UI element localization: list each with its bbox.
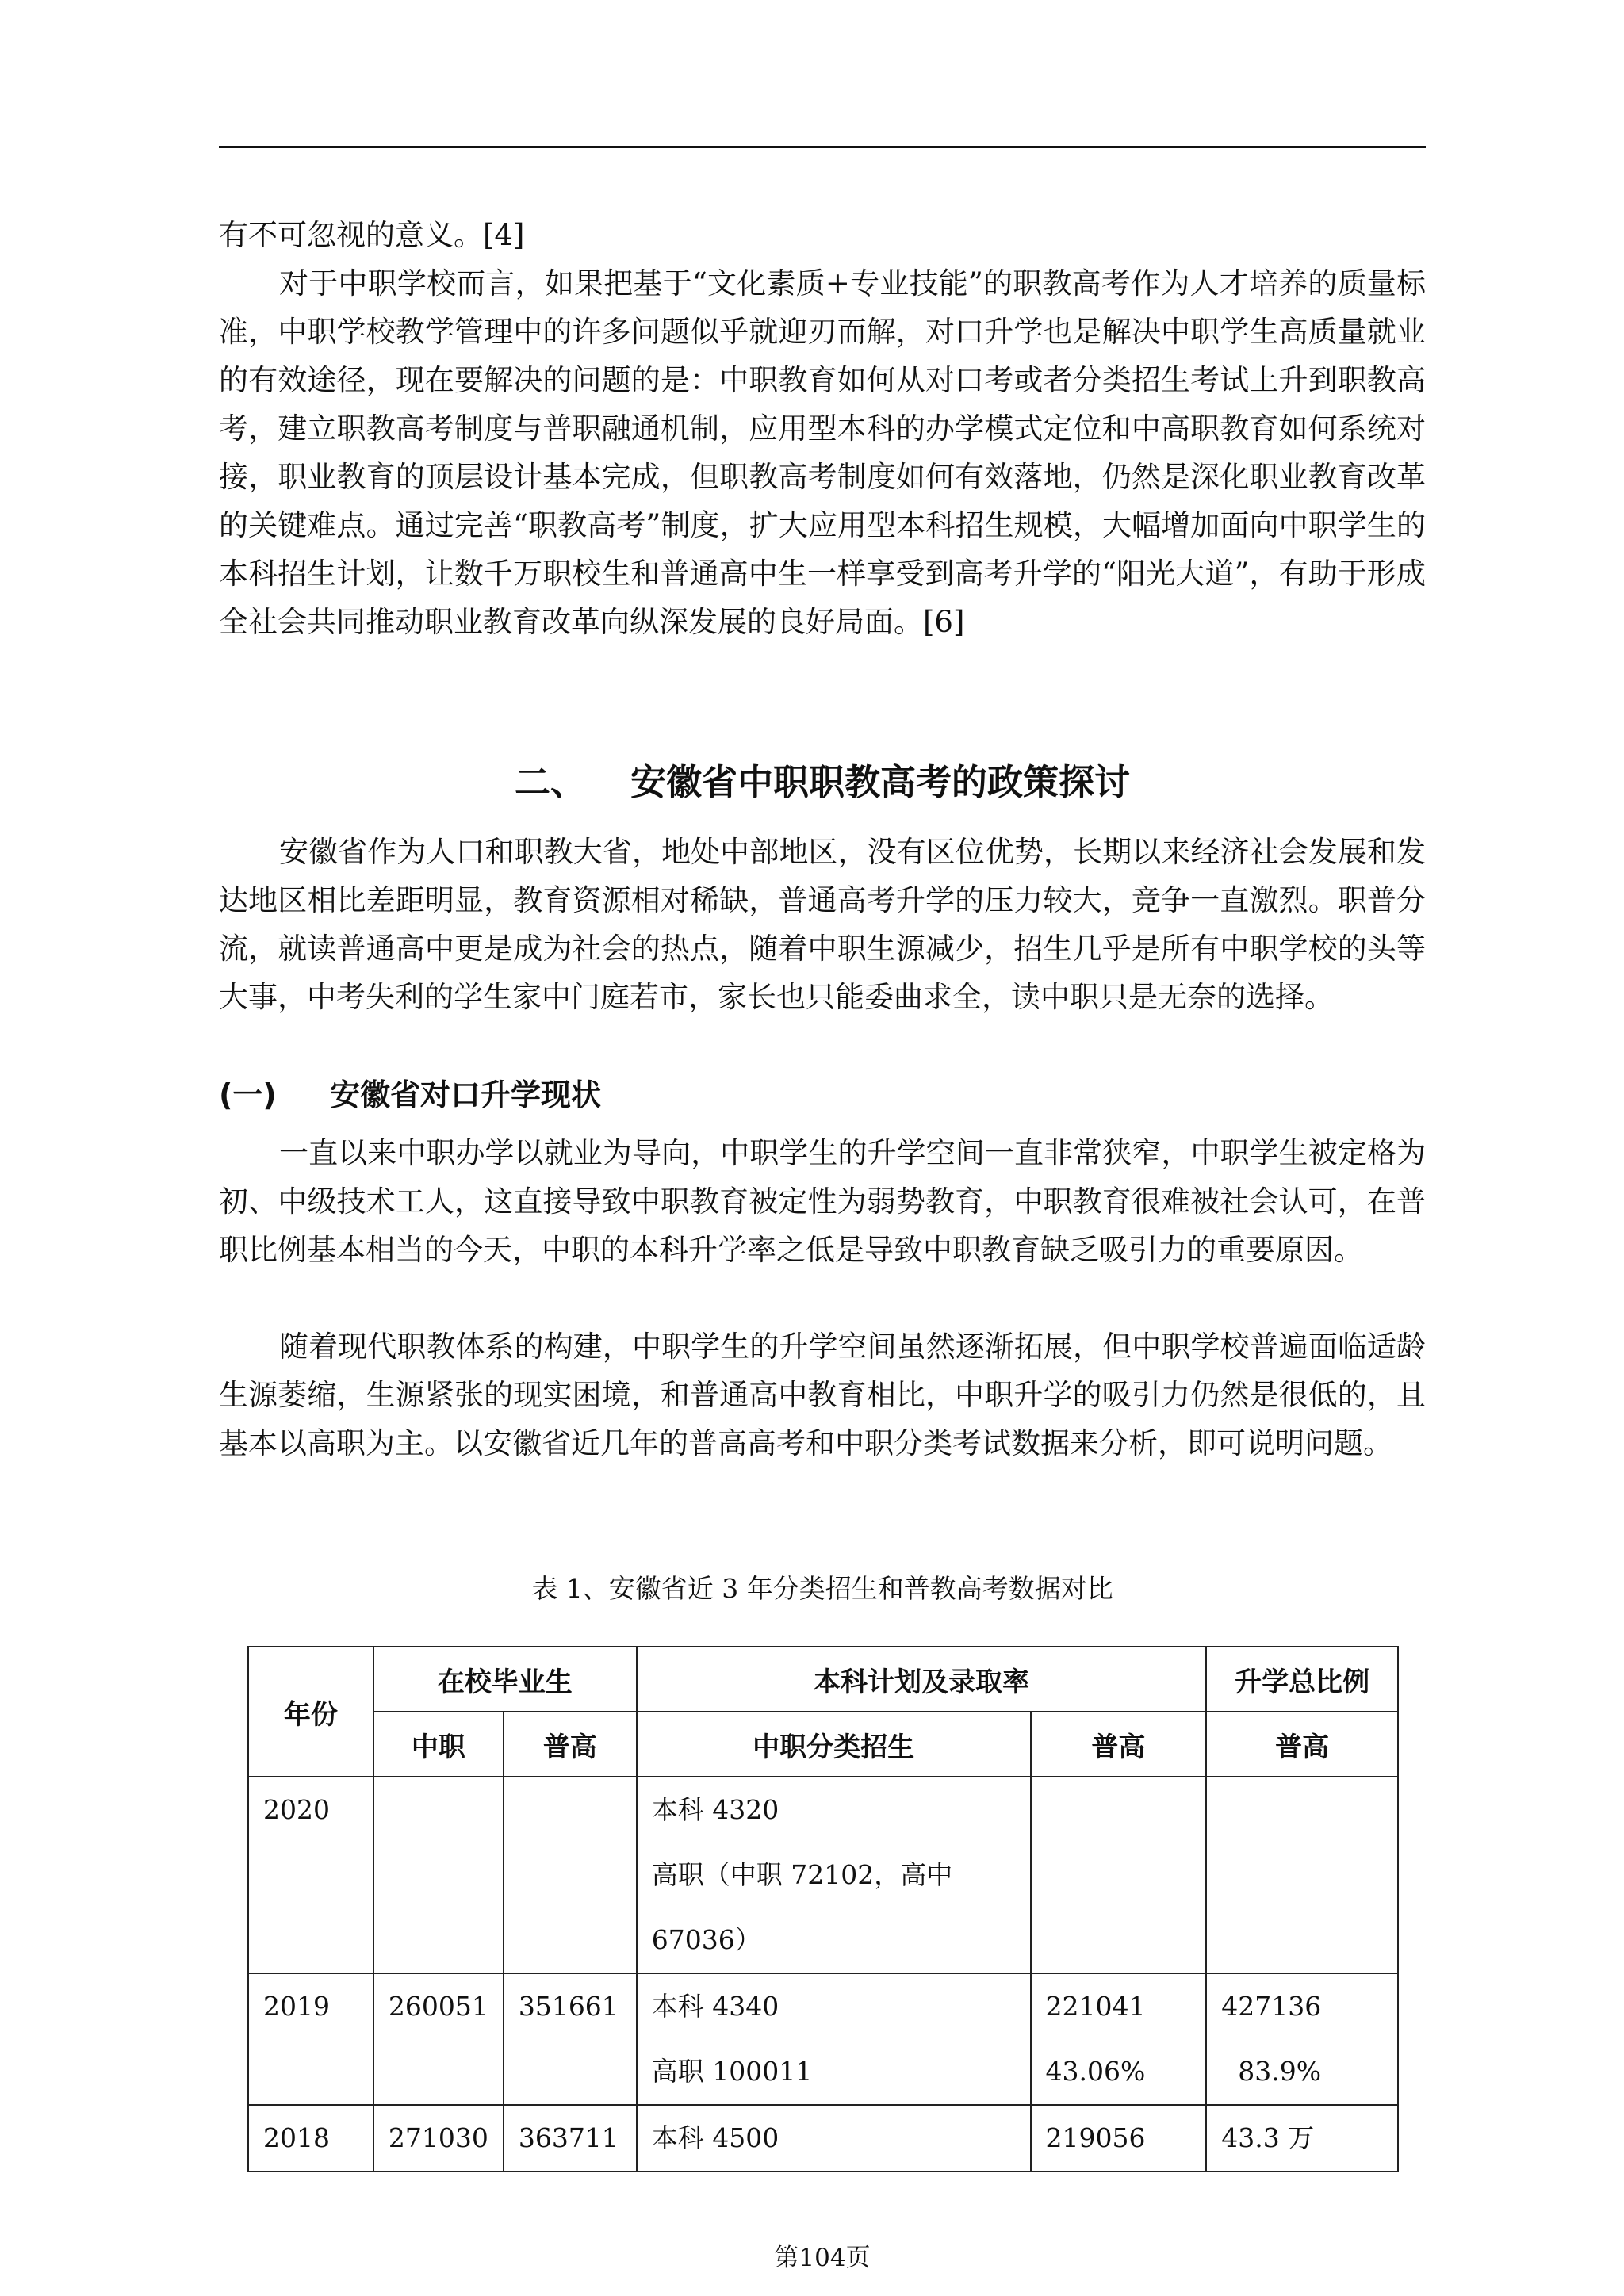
cell-line: 高职（中职 72102，高中 67036）	[651, 1859, 953, 1955]
cell-zhongzhi: 260051	[373, 1973, 504, 2105]
paragraph-vocational-exam: 对于中职学校而言，如果把基于“文化素质+专业技能”的职教高考作为人才培养的质量标准，中职学校教学管理中的许多问题似乎就迎刃而解，对口升学也是解决中职学生高质量就业的有效途径，现在要解决的问题的是：中职教育如何从对口考或者分类招生考试上升到职教高考，建立职教高考制度与普职融通机制，应用型本科的办学模式定位和中高职教育如何系统对接，职业教育的顶层设计基本完成，但职教高考制度如何有效落地，仍然是深化职业教育改革的关键难点。通过完善“职教高考”制度，扩大应用型本科招生规模，大幅增加面向中职学生的本科招生计划，让数千万职校生和普通高中生一样享受到高考升学的“阳光大道”，有助于形成全社会共同推动职业教育改革向纵深发展的良好局面。[6]	[219, 266, 1426, 639]
header-pugao: 普高	[1206, 1712, 1398, 1777]
cell-line: 本科 4320	[651, 1794, 779, 1825]
cell-pugao-admission: 219056	[1031, 2105, 1207, 2172]
header-pugao: 普高	[504, 1712, 637, 1777]
cell-pugao: 351661	[504, 1973, 637, 2105]
cell-pugao	[504, 1777, 637, 1973]
paragraph-analysis: 随着现代职教体系的构建，中职学生的升学空间虽然逐渐拓展，但中职学校普遍面临适龄生源萎缩，生源紧张的现实困境，和普通高中教育相比，中职升学的吸引力仍然是很低的，且基本以高职为主。以安徽省近几年的普高高考和中职分类考试数据来分析，即可说明问题。	[219, 1330, 1426, 1460]
page-number: 第104页	[774, 2244, 871, 2272]
header-plan: 本科计划及录取率	[637, 1647, 1206, 1712]
cell-pugao-admission	[1031, 1777, 1207, 1973]
header-pugao: 普高	[1031, 1712, 1207, 1777]
cell-line: 高职 100011	[651, 2056, 813, 2087]
header-graduates: 在校毕业生	[373, 1647, 637, 1712]
cell-line: 本科 4340	[651, 1991, 779, 2022]
cell-pugao-admission	[1031, 1973, 1207, 2105]
cell-line: 221041	[1045, 1991, 1146, 2022]
subsection-number: (一)	[219, 1077, 277, 1112]
header-year: 年份	[248, 1647, 373, 1777]
paragraph-anhui-overview: 安徽省作为人口和职教大省，地处中部地区，没有区位优势，长期以来经济社会发展和发达地区相比差距明显，教育资源相对稀缺，普通高考升学的压力较大，竞争一直激烈。职普分流，就读普通高中更是成为社会的热点，随着中职生源减少，招生几乎是所有中职学校的头等大事，中考失利的学生家中门庭若市，家长也只能委曲求全，读中职只是无奈的选择。	[219, 835, 1426, 1014]
cell-line: 427136	[1221, 1991, 1322, 2022]
header-ratio: 升学总比例	[1206, 1647, 1398, 1712]
cell-year: 2020	[248, 1777, 373, 1973]
data-table	[247, 1646, 1399, 2172]
cell-year: 2018	[248, 2105, 373, 2172]
header-rule	[219, 146, 1426, 148]
cell-line: 43.06%	[1045, 2056, 1146, 2087]
paragraph-continuation: 有不可忽视的意义。[4]	[219, 218, 525, 252]
section-heading	[219, 753, 1426, 805]
table-row	[248, 1777, 1398, 1973]
section-number: 二、	[514, 761, 586, 803]
table-caption: 表 1、安徽省近 3 年分类招生和普教高考数据对比	[531, 1573, 1113, 1604]
cell-ratio	[1206, 1777, 1398, 1973]
section-title: 安徽省中职职教高考的政策探讨	[630, 761, 1131, 803]
cell-zhongzhi: 271030	[373, 2105, 504, 2172]
cell-line: 83.9%	[1221, 2056, 1322, 2087]
subsection-title: 安徽省对口升学现状	[330, 1077, 602, 1112]
cell-class-admission	[637, 1777, 1031, 1973]
table-row	[248, 2105, 1398, 2172]
cell-pugao: 363711	[504, 2105, 637, 2172]
subsection-heading	[219, 1070, 1426, 1114]
cell-year: 2019	[248, 1973, 373, 2105]
cell-class-admission	[637, 1973, 1031, 2105]
table-header-row-2	[248, 1712, 1398, 1777]
table-row	[248, 1973, 1398, 2105]
cell-zhongzhi	[373, 1777, 504, 1973]
cell-class-admission: 本科 4500	[637, 2105, 1031, 2172]
header-zhongzhi: 中职	[373, 1712, 504, 1777]
table-header-row-1	[248, 1647, 1398, 1712]
cell-ratio	[1206, 1973, 1398, 2105]
paragraph-current-status: 一直以来中职办学以就业为导向，中职学生的升学空间一直非常狭窄，中职学生被定格为初、中级技术工人，这直接导致中职教育被定性为弱势教育，中职教育很难被社会认可，在普职比例基本相当的今天，中职的本科升学率之低是导致中职教育缺乏吸引力的重要原因。	[219, 1136, 1426, 1267]
header-class-admission: 中职分类招生	[637, 1712, 1031, 1777]
cell-ratio: 43.3 万	[1206, 2105, 1398, 2172]
